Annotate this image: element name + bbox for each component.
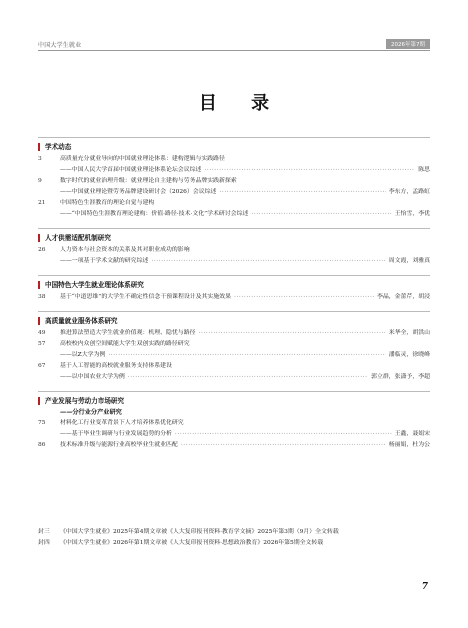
toc-entry[interactable] (38, 328, 430, 339)
section-divider (38, 228, 430, 229)
section-title: 学术动态 (38, 143, 430, 151)
entry-author: 周文霞，刘雅真 (388, 258, 430, 264)
section-divider (38, 275, 430, 276)
toc-section (38, 391, 430, 451)
entry-author: 陈思 (418, 167, 430, 173)
entry-page: 38 (38, 294, 46, 300)
entry-author: 郭立群，张潇予，李超 (371, 374, 430, 380)
entry-author: 王怡雪，李优 (394, 211, 430, 217)
toc-section (38, 228, 430, 267)
entry-subtitle: ——以中国农业大学为例 (60, 374, 125, 380)
dot-leader (219, 187, 385, 198)
toc-entry[interactable] (38, 245, 430, 267)
toc-entry[interactable] (38, 440, 430, 451)
entry-title: 基于“中道思维”的大学生不确定性信念干预课程设计及其实施效果 (60, 294, 231, 300)
section-title: 中国特色大学生就业理论体系研究 (38, 281, 430, 289)
toc-entry[interactable] (38, 176, 430, 198)
entry-page: 3 (38, 156, 42, 162)
cover-note (38, 538, 430, 549)
toc-section (38, 275, 430, 303)
entry-subtitle: ——基于毕业生调研与行业发展趋势的分析 (60, 431, 172, 437)
entry-page: 75 (38, 420, 46, 426)
dot-leader (128, 372, 368, 383)
entry-title: 技术标准升级与能源行业高校毕业生就业匹配 (60, 442, 178, 448)
dot-leader (234, 292, 374, 303)
dot-leader (151, 256, 385, 267)
entry-page: 57 (38, 341, 46, 347)
toc-section (38, 311, 430, 383)
journal-name: 中国大学生就业 (38, 42, 82, 49)
entry-author: 李晶，金蕾芹，胡浸 (376, 294, 430, 300)
entry-title: 基于人工智能的高校就业服务支持体系建设 (60, 363, 172, 369)
entry-title: 推进算法塑造大学生就业价值观：机理、隐忧与路径 (60, 330, 196, 336)
table-of-contents (38, 137, 430, 459)
page-title: 目 录 (198, 93, 284, 114)
section-divider (38, 391, 430, 392)
header-divider (38, 50, 430, 51)
entry-subtitle: ——以Z大学为例 (60, 352, 106, 358)
entry-title: 高质量充分就业导向的中国就业理论体系：建构逻辑与实践路径 (60, 156, 225, 162)
dot-leader (181, 440, 386, 451)
entry-author: 潘临灵，徐晓峰 (388, 352, 430, 358)
dot-leader (204, 165, 415, 176)
entry-title: 中国特色生涯教育的理论自觉与建构 (60, 200, 155, 206)
cover-text: 《中国大学生就业》2026年第1期文章被《人大复印报刊资料·思想政治教育》2026年第5期全文转载 (60, 540, 324, 546)
page-number: 7 (421, 582, 428, 592)
issue-badge: 2026年第7期 (386, 39, 430, 49)
entry-page: 86 (38, 442, 46, 448)
dot-leader (175, 429, 392, 440)
entry-page: 67 (38, 363, 46, 369)
entry-subtitle: ——中国就业理论暨劳务品牌建设研讨会（2026）会议综述 (60, 189, 217, 195)
entry-title: 数字时代的就业治理升级：就业理论自主建构与劳务品牌实践新探索 (60, 178, 237, 184)
entry-subtitle: ——一项基于学术文献的研究综述 (60, 258, 149, 264)
toc-entry[interactable] (38, 198, 430, 220)
cover-note (38, 527, 430, 538)
section-subtitle: ——分行业分产业研究 (60, 409, 122, 416)
cover-label: 封三 (38, 529, 50, 535)
dot-leader (198, 328, 385, 339)
entry-author: 米华全，胡洪山 (388, 330, 430, 336)
entry-subtitle: ——中国人民大学首届中国就业理论体系论坛会议综述 (60, 167, 202, 173)
entry-page: 26 (38, 247, 46, 253)
entry-title: 材料化工行业变革背景下人才培养体系优化研究 (60, 420, 184, 426)
entry-subtitle: ——“中国特色生涯教育理论建构：价值·路径·技术·文化”学术研讨会综述 (60, 211, 249, 217)
cover-notes (38, 527, 430, 549)
entry-page: 49 (38, 330, 46, 336)
entry-author: 杨丽娟，杜为公 (388, 442, 430, 448)
cover-label: 封四 (38, 540, 50, 546)
toc-entry[interactable] (38, 292, 430, 303)
entry-title: 人力资本与社会资本的关系及其对职业成功的影响 (60, 247, 190, 253)
entry-page: 21 (38, 200, 46, 206)
entry-page: 9 (38, 178, 42, 184)
section-title: 高质量就业服务体系研究 (38, 317, 430, 325)
toc-entry[interactable] (38, 154, 430, 176)
entry-author: 李东方，孟路虹 (388, 189, 430, 195)
cover-text: 《中国大学生就业》2025年第4期文章被《人大复印报刊资料·教育学文摘》2025年第3期（9月）全文转载 (60, 529, 339, 535)
entry-author: 王鑫，聂娟宋 (394, 431, 430, 437)
toc-section (38, 137, 430, 220)
toc-entry[interactable] (38, 339, 430, 361)
section-title: 产业发展与劳动力市场研究 (38, 397, 430, 405)
entry-title: 高校校内众创空间赋能大学生双创实践的路径研究 (60, 341, 190, 347)
section-divider (38, 137, 430, 138)
toc-entry[interactable] (38, 418, 430, 440)
toc-entry[interactable] (38, 361, 430, 383)
dot-leader (251, 209, 391, 220)
dot-leader (108, 350, 385, 361)
section-divider (38, 311, 430, 312)
section-title: 人才供需适配机制研究 (38, 234, 430, 242)
